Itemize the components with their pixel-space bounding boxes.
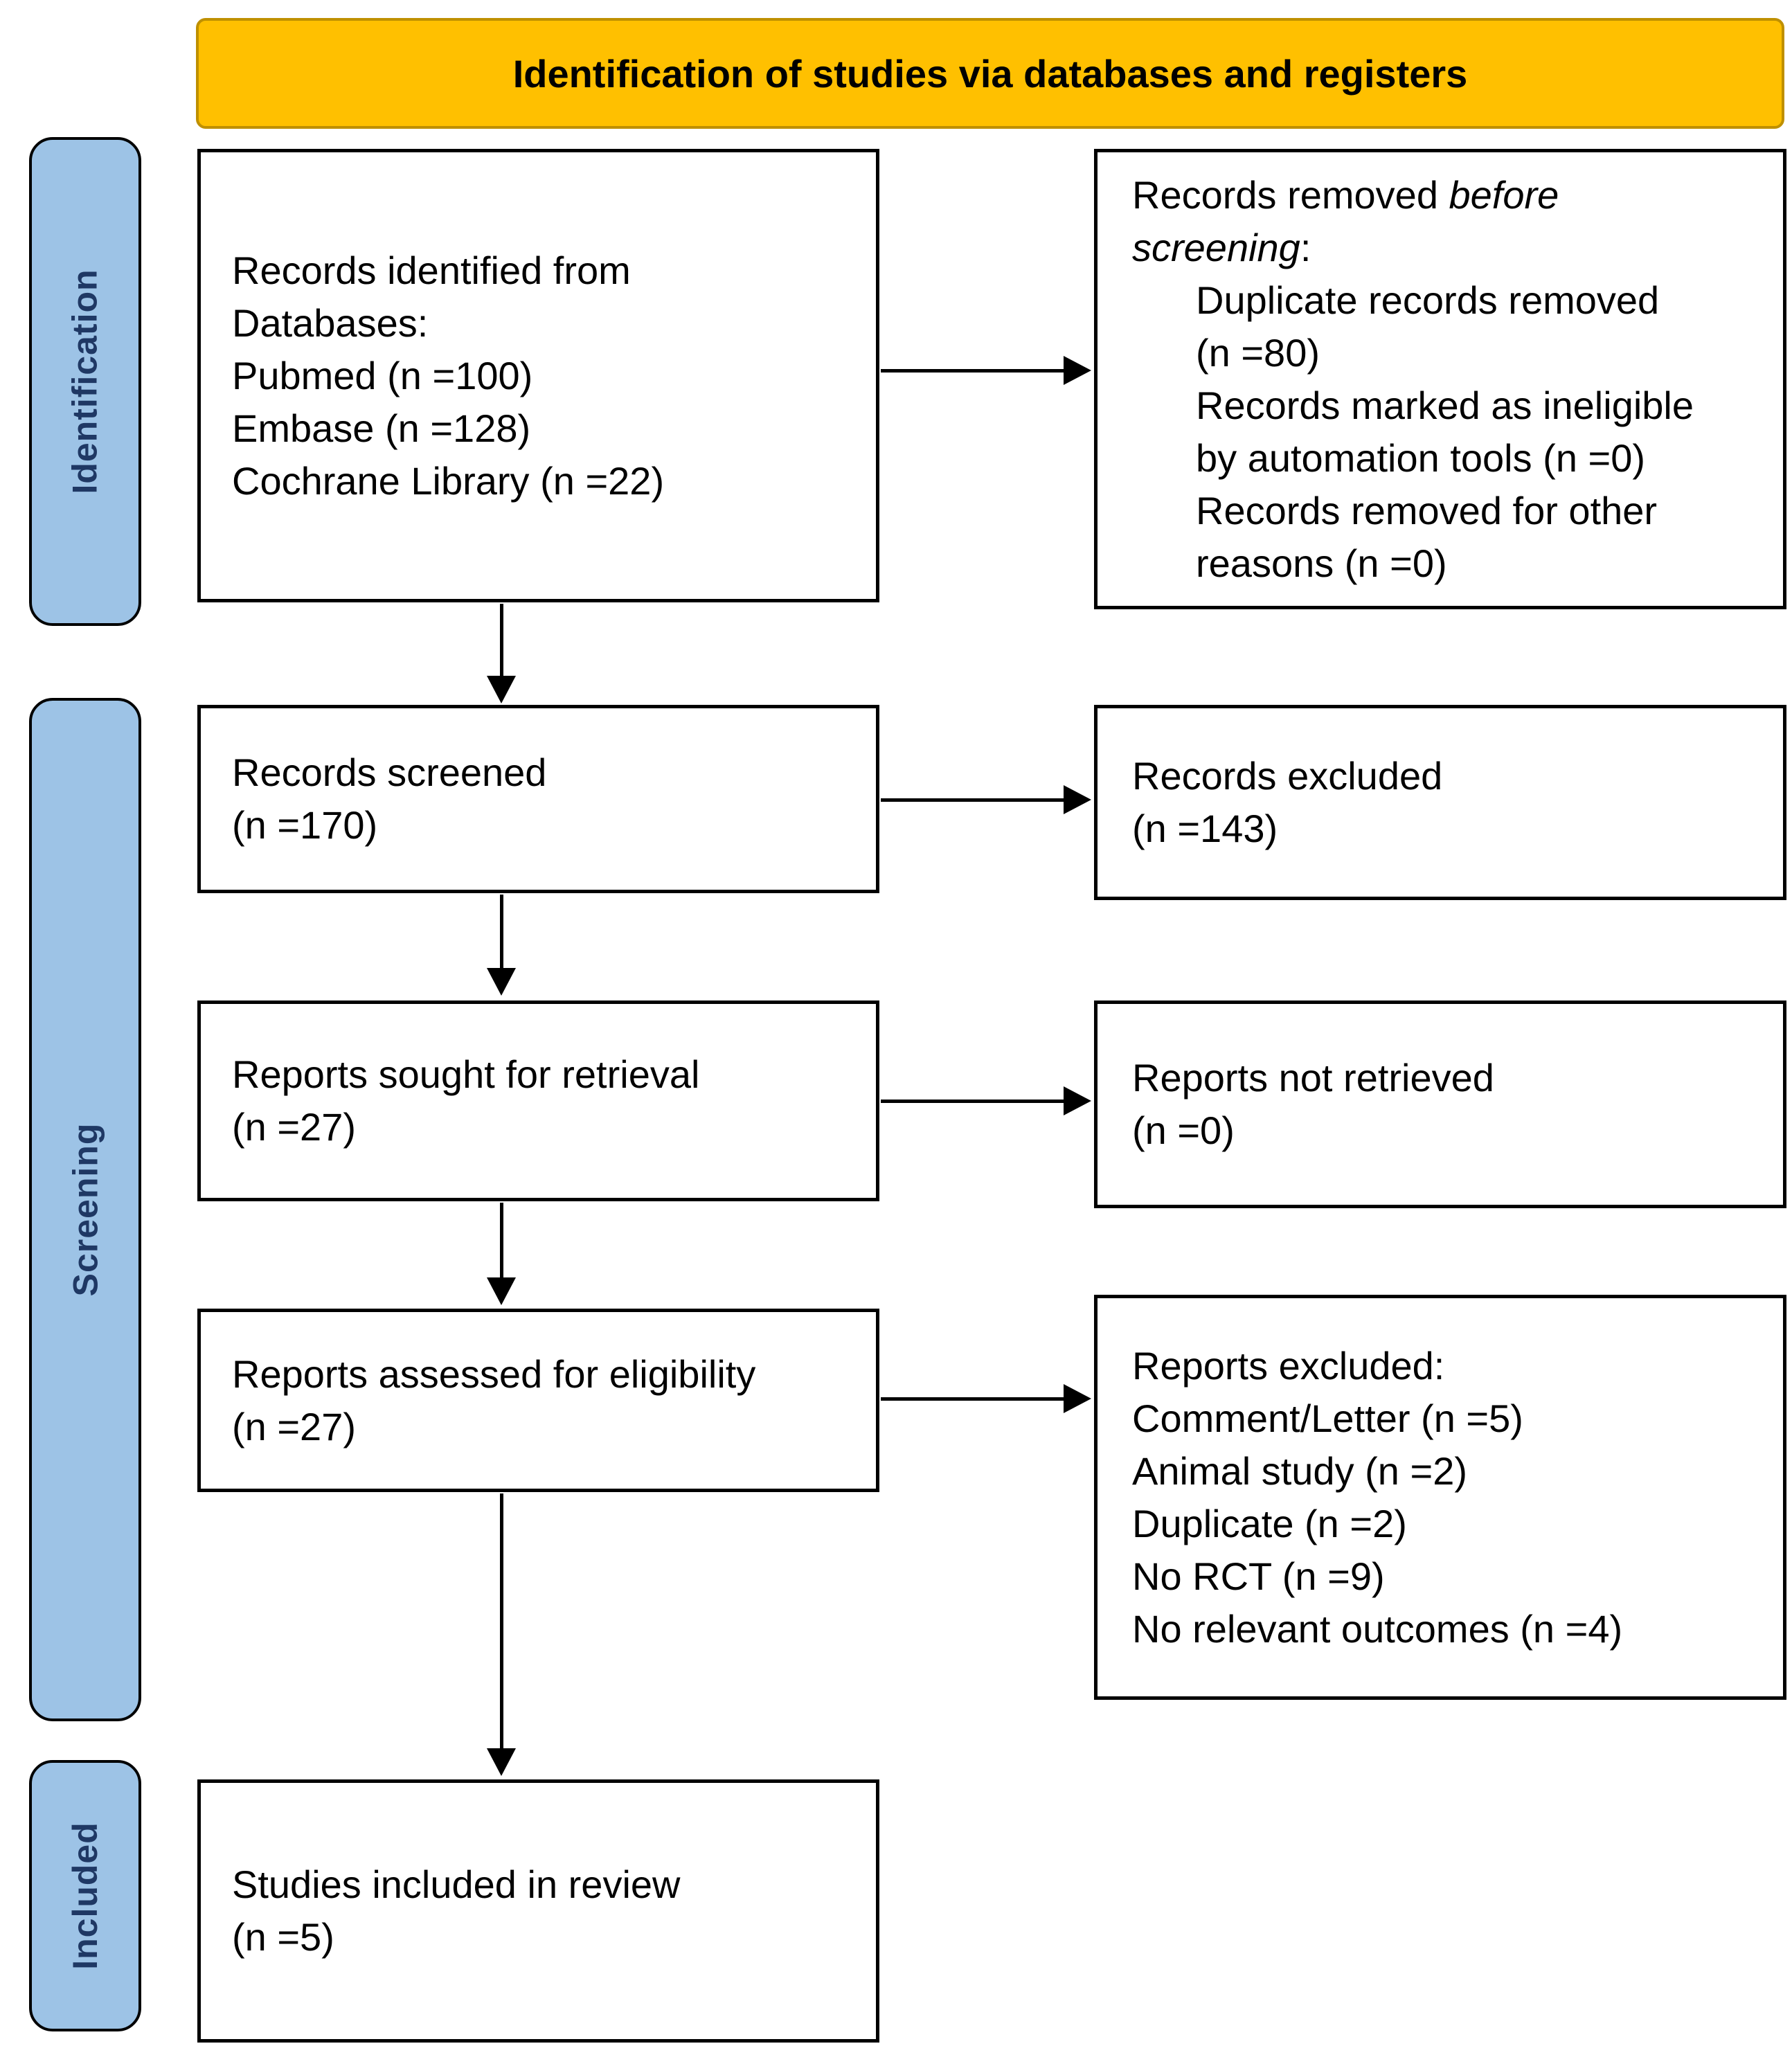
arrow-shaft	[500, 604, 503, 677]
arrow-head-icon	[1064, 785, 1091, 814]
box-records-excluded	[1094, 705, 1786, 900]
banner	[196, 18, 1784, 129]
box-line: Comment/Letter (n =5)	[1132, 1396, 1523, 1440]
box-line: (n =27)	[232, 1105, 356, 1149]
box-line: reasons (n =0)	[1196, 541, 1447, 585]
sidebar-included-label: Included	[66, 1822, 105, 1970]
title-text: :	[1300, 225, 1311, 269]
arrow-shaft	[500, 1203, 503, 1279]
box-line: Databases:	[232, 300, 429, 345]
sidebar-screening	[29, 698, 141, 1721]
box-line: Records marked as ineligible	[1196, 383, 1694, 427]
box-line: (n =0)	[1132, 1109, 1235, 1152]
box-records-screened	[197, 705, 879, 893]
box-line: (n =5)	[232, 1915, 334, 1959]
box-line: Reports sought for retrieval	[232, 1052, 700, 1096]
arrow-shaft	[881, 369, 1065, 373]
box-line: Records removed for other	[1196, 488, 1658, 532]
title-italic-text: screening	[1132, 225, 1300, 269]
box-reports-excluded	[1094, 1295, 1786, 1700]
sidebar-screening-label: Screening	[66, 1122, 105, 1297]
box-line: Duplicate records removed	[1196, 278, 1660, 322]
box-line: Records screened	[232, 751, 547, 794]
box-line: Reports excluded:	[1132, 1343, 1445, 1388]
box-reports-not-retrieved	[1094, 1000, 1786, 1208]
title-italic-text: before	[1449, 172, 1559, 217]
arrow-head-icon	[1064, 1384, 1091, 1413]
box-line: by automation tools (n =0)	[1196, 436, 1646, 480]
sidebar-identification-label: Identification	[66, 269, 105, 494]
box-records-identified	[197, 149, 879, 602]
box-line: Pubmed (n =100)	[232, 353, 533, 397]
box-studies-included	[197, 1779, 879, 2043]
arrow-head-icon	[487, 1277, 516, 1305]
box-line: Reports assessed for eligibility	[232, 1352, 756, 1396]
arrow-head-icon	[487, 676, 516, 703]
arrow-head-icon	[487, 968, 516, 996]
arrow-shaft	[881, 798, 1065, 802]
box-line: Duplicate (n =2)	[1132, 1501, 1407, 1545]
box-line: Embase (n =128)	[232, 406, 531, 450]
banner-title: Identification of studies via databases and registers	[512, 51, 1468, 96]
arrow-head-icon	[1064, 1086, 1091, 1115]
sidebar-identification	[29, 137, 141, 626]
box-line: (n =27)	[232, 1404, 356, 1448]
arrow-head-icon	[487, 1748, 516, 1776]
title-text: Records removed	[1132, 172, 1449, 217]
box-reports-assessed	[197, 1309, 879, 1492]
box-records-removed	[1094, 149, 1786, 609]
box-line: Reports not retrieved	[1132, 1056, 1494, 1100]
box-line: Animal study (n =2)	[1132, 1448, 1467, 1493]
box-line: Cochrane Library (n =22)	[232, 458, 665, 503]
arrow-shaft	[881, 1100, 1065, 1103]
box-line	[1132, 222, 1769, 274]
box-reports-sought	[197, 1000, 879, 1201]
box-line: Records excluded	[1132, 754, 1443, 798]
box-line: No relevant outcomes (n =4)	[1132, 1606, 1623, 1651]
box-line	[1132, 169, 1769, 222]
box-line: Records identified from	[232, 248, 631, 292]
arrow-head-icon	[1064, 356, 1091, 385]
arrow-shaft	[500, 895, 503, 969]
box-line: (n =80)	[1196, 330, 1320, 375]
arrow-shaft	[881, 1397, 1065, 1401]
sidebar-included	[29, 1760, 141, 2031]
box-line: Studies included in review	[232, 1863, 681, 1906]
box-line: (n =143)	[1132, 807, 1278, 850]
arrow-shaft	[500, 1493, 503, 1750]
box-line: No RCT (n =9)	[1132, 1554, 1385, 1598]
box-line: (n =170)	[232, 803, 378, 847]
